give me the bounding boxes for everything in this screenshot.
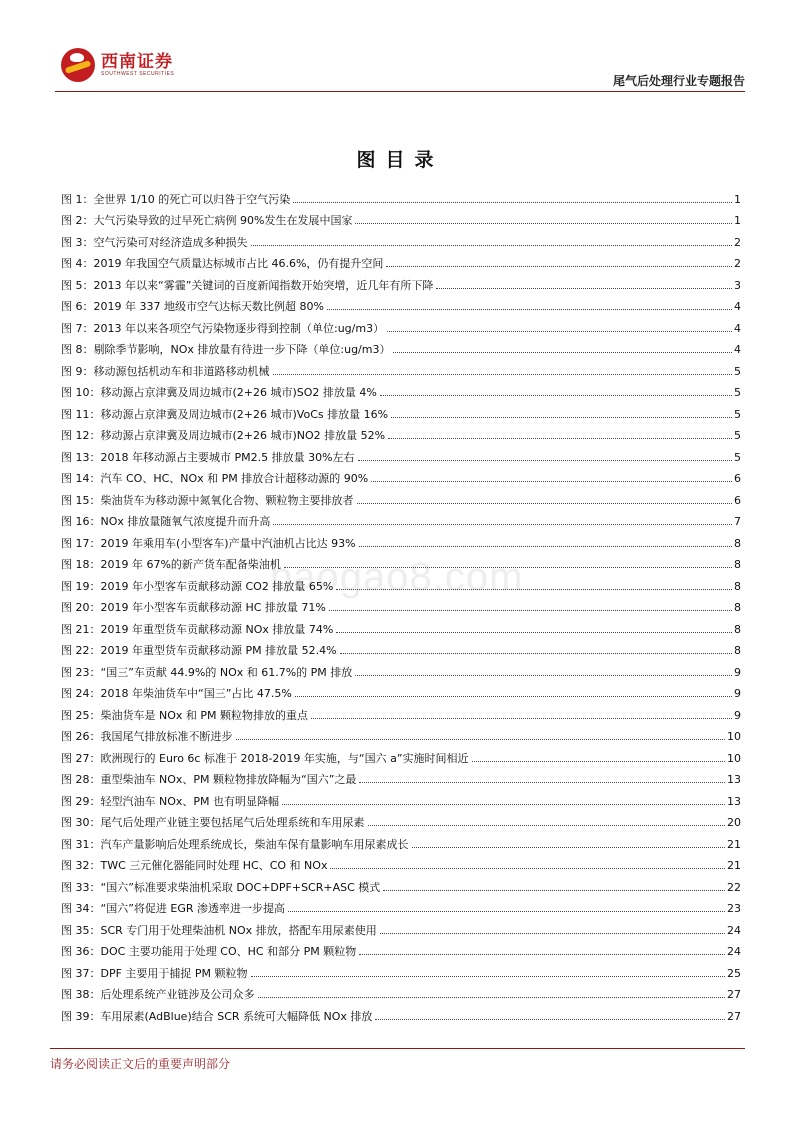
toc-entry-title: 汽车产量影响后处理系统成长，柴油车保有量影响车用尿素成长	[100, 837, 409, 851]
toc-entry-title: 空气污染可对经济造成多种损失	[93, 235, 248, 249]
toc-entry-title: 柴油货车为移动源中氮氧化合物、颗粒物主要排放者	[100, 493, 354, 507]
toc-dot-leader	[357, 503, 733, 504]
toc-entry-label: 图 16：	[61, 515, 101, 528]
toc-entry-page: 3	[734, 278, 741, 292]
toc-entry-page: 1	[734, 214, 741, 227]
toc-entry-page: 5	[734, 407, 741, 421]
toc-dot-leader	[336, 632, 732, 633]
toc-entry-title: 移动源占京津冀及周边城市(2+26 城市)SO2 排放量 4%	[100, 386, 377, 399]
toc-dot-leader	[251, 245, 733, 246]
toc-entry[interactable]	[61, 270, 741, 292]
toc-entry-label: 图 7：	[61, 321, 94, 335]
toc-entry[interactable]	[61, 335, 741, 357]
page-header	[55, 40, 745, 92]
toc-entry[interactable]	[61, 593, 741, 615]
toc-dot-leader	[371, 481, 732, 482]
toc-entry-label: 图 3：	[61, 235, 94, 249]
toc-dot-leader	[251, 976, 725, 977]
watermark: baogao8.com	[270, 555, 524, 599]
toc-entry[interactable]	[61, 722, 741, 744]
toc-entry-label: 图 25：	[61, 708, 101, 722]
toc-entry[interactable]	[61, 227, 741, 249]
toc-entry[interactable]	[61, 937, 741, 959]
toc-entry-page: 7	[734, 515, 741, 528]
toc-dot-leader	[412, 847, 726, 848]
toc-entry-label: 图 34：	[61, 902, 101, 915]
toc-entry-title: 轻型汽油车 NOx、PM 也有明显降幅	[100, 794, 280, 808]
toc-entry-title: 移动源占京津冀及周边城市(2+26 城市)VoCs 排放量 16%	[100, 407, 389, 421]
toc-entry-label: 图 19：	[61, 579, 101, 593]
toc-entry[interactable]	[61, 550, 741, 572]
toc-dot-leader	[472, 761, 725, 762]
toc-entry-page: 25	[727, 966, 741, 980]
toc-entry-label: 图 11：	[61, 407, 101, 421]
toc-entry-page: 8	[734, 601, 741, 614]
toc-entry-page: 2	[734, 235, 741, 249]
toc-entry-title: 后处理系统产业链涉及公司众多	[100, 988, 255, 1001]
toc-entry-label: 图 23：	[61, 665, 101, 679]
toc-entry-title: 汽车 CO、HC、NOx 和 PM 排放合计超移动源的 90%	[100, 472, 369, 485]
toc-entry-page: 10	[727, 730, 741, 743]
toc-dot-leader	[359, 782, 725, 783]
footer-divider	[50, 1048, 745, 1049]
toc-entry-page: 24	[727, 923, 741, 937]
toc-entry-page: 27	[727, 1009, 741, 1023]
toc-entry-label: 图 9：	[61, 364, 94, 378]
toc-entry-label: 图 28：	[61, 773, 101, 786]
toc-entry-title: 2013 年以来各项空气污染物逐步得到控制（单位:ug/m3）	[93, 321, 385, 335]
toc-entry-page: 4	[734, 343, 741, 356]
toc-entry-page: 13	[727, 794, 741, 808]
logo-name-cn: 西南证券	[101, 52, 173, 72]
page-heading: 图目录	[356, 149, 444, 171]
toc-entry-page: 9	[734, 708, 741, 722]
toc-entry-title: 2019 年我国空气质量达标城市占比 46.6%，仍有提升空间	[93, 257, 384, 270]
toc-entry[interactable]	[61, 679, 741, 701]
toc-dot-leader	[330, 868, 725, 869]
toc-dot-leader	[380, 395, 732, 396]
toc-dot-leader	[336, 589, 732, 590]
toc-dot-leader	[293, 202, 732, 203]
toc-dot-leader	[355, 675, 732, 676]
toc-entry-label: 图 32：	[61, 859, 101, 872]
toc-dot-leader	[288, 911, 725, 912]
toc-entry-title: 大气污染导致的过早死亡病例 90%发生在发展中国家	[93, 214, 353, 227]
toc-dot-leader	[436, 288, 732, 289]
toc-entry-title: “国六”标准要求柴油机采取 DOC+DPF+SCR+ASC 模式	[100, 880, 381, 894]
toc-entry-title: DPF 主要用于捕捉 PM 颗粒物	[100, 966, 248, 980]
toc-entry-label: 图 24：	[61, 687, 101, 700]
toc-entry-label: 图 21：	[61, 622, 101, 636]
toc-entry[interactable]	[61, 872, 741, 894]
toc-entry-page: 27	[727, 988, 741, 1001]
toc-entry[interactable]	[61, 442, 741, 464]
toc-entry-title: TWC 三元催化器能同时处理 HC、CO 和 NOx	[100, 859, 328, 872]
report-title: 尾气后处理行业专题报告	[612, 74, 745, 88]
toc-dot-leader	[236, 739, 726, 740]
toc-entry-label: 图 20：	[61, 601, 101, 614]
toc-entry[interactable]	[61, 356, 741, 378]
toc-entry-title: 2018 年柴油货车中“国三”占比 47.5%	[100, 687, 292, 700]
toc-entry-label: 图 8：	[61, 343, 94, 356]
toc-entry[interactable]	[61, 636, 741, 658]
toc-dot-leader	[355, 223, 732, 224]
toc-entry-title: 2019 年重型货车贡献移动源 PM 排放量 52.4%	[100, 644, 337, 657]
figure-table-of-contents	[61, 184, 741, 1023]
toc-entry-page: 5	[734, 429, 741, 442]
toc-entry-page: 8	[734, 644, 741, 657]
toc-dot-leader	[387, 331, 732, 332]
toc-entry-label: 图 37：	[61, 966, 101, 980]
toc-entry[interactable]	[61, 851, 741, 873]
page-footer	[50, 1048, 745, 1072]
toc-entry-label: 图 18：	[61, 558, 101, 571]
toc-entry-label: 图 30：	[61, 816, 101, 829]
toc-entry[interactable]	[61, 786, 741, 808]
header-divider	[55, 91, 745, 92]
toc-dot-leader	[340, 653, 732, 654]
toc-entry-label: 图 17：	[61, 536, 101, 550]
toc-dot-leader	[358, 460, 732, 461]
toc-entry-title: “国六”将促进 EGR 渗透率进一步提高	[100, 902, 286, 915]
toc-entry-title: 2018 年移动源占主要城市 PM2.5 排放量 30%左右	[100, 450, 355, 464]
toc-entry-page: 13	[727, 773, 741, 786]
toc-entry[interactable]	[61, 421, 741, 443]
toc-entry-page: 4	[734, 300, 741, 313]
logo-emblem-icon	[61, 48, 95, 82]
toc-dot-leader	[359, 954, 725, 955]
toc-entry-label: 图 22：	[61, 644, 101, 657]
toc-entry[interactable]	[61, 507, 741, 529]
toc-entry-label: 图 29：	[61, 794, 101, 808]
toc-entry-page: 9	[734, 665, 741, 679]
disclaimer-notice: 请务必阅读正文后的重要声明部分	[50, 1057, 231, 1071]
toc-entry[interactable]	[61, 313, 741, 335]
toc-entry-title: 2019 年乘用车(小型客车)产量中汽油机占比达 93%	[100, 536, 356, 550]
toc-dot-leader	[282, 804, 725, 805]
toc-entry[interactable]	[61, 958, 741, 980]
toc-entry-title: NOx 排放量随氧气浓度提升而升高	[100, 515, 271, 528]
toc-dot-leader	[295, 696, 732, 697]
toc-entry-title: 我国尾气排放标准不断进步	[100, 730, 233, 743]
toc-dot-leader	[273, 524, 732, 525]
toc-entry[interactable]	[61, 765, 741, 787]
toc-entry-page: 23	[727, 902, 741, 915]
toc-entry-page: 8	[734, 579, 741, 593]
toc-entry-title: 2019 年小型客车贡献移动源 HC 排放量 71%	[100, 601, 326, 614]
toc-entry-title: 欧洲现行的 Euro 6c 标准于 2018-2019 年实施，与“国六 a”实施时间相近	[100, 751, 469, 765]
toc-entry-label: 图 4：	[61, 257, 94, 270]
toc-entry-title: 2019 年小型客车贡献移动源 CO2 排放量 65%	[100, 579, 334, 593]
toc-entry-label: 图 6：	[61, 300, 94, 313]
toc-entry-page: 5	[734, 386, 741, 399]
company-logo	[61, 48, 174, 82]
toc-entry[interactable]	[61, 915, 741, 937]
toc-entry-label: 图 39：	[61, 1009, 101, 1023]
toc-entry[interactable]	[61, 206, 741, 228]
toc-entry[interactable]	[61, 894, 741, 916]
toc-dot-leader	[391, 417, 732, 418]
toc-entry[interactable]	[61, 657, 741, 679]
toc-dot-leader	[383, 890, 725, 891]
toc-entry-title: 全世界 1/10 的死亡可以归咎于空气污染	[93, 192, 291, 206]
toc-dot-leader	[311, 718, 732, 719]
toc-entry[interactable]	[61, 829, 741, 851]
toc-entry-label: 图 12：	[61, 429, 101, 442]
toc-entry-page: 5	[734, 364, 741, 378]
toc-dot-leader	[284, 567, 732, 568]
toc-entry[interactable]	[61, 743, 741, 765]
toc-dot-leader	[380, 933, 725, 934]
toc-dot-leader	[258, 997, 726, 998]
toc-entry-page: 8	[734, 536, 741, 550]
toc-dot-leader	[359, 546, 732, 547]
toc-entry-title: 2019 年重型货车贡献移动源 NOx 排放量 74%	[100, 622, 334, 636]
toc-entry-page: 8	[734, 558, 741, 571]
toc-entry-page: 2	[734, 257, 741, 270]
toc-entry-page: 22	[727, 880, 741, 894]
toc-entry[interactable]	[61, 980, 741, 1002]
toc-entry[interactable]	[61, 249, 741, 271]
toc-entry-page: 6	[734, 472, 741, 485]
toc-entry-label: 图 36：	[61, 945, 101, 958]
toc-entry-title: 移动源占京津冀及周边城市(2+26 城市)NO2 排放量 52%	[100, 429, 386, 442]
toc-entry-title: 剔除季节影响，NOx 排放量有待进一步下降（单位:ug/m3）	[93, 343, 391, 356]
toc-entry[interactable]	[61, 378, 741, 400]
toc-entry[interactable]	[61, 571, 741, 593]
toc-entry-label: 图 5：	[61, 278, 94, 292]
toc-entry-label: 图 35：	[61, 923, 101, 937]
toc-entry-label: 图 14：	[61, 472, 101, 485]
toc-entry-title: 2019 年 67%的新产货车配备柴油机	[100, 558, 281, 571]
toc-dot-leader	[393, 352, 732, 353]
toc-entry[interactable]	[61, 485, 741, 507]
toc-entry-label: 图 27：	[61, 751, 101, 765]
toc-dot-leader	[375, 1019, 725, 1020]
toc-entry-title: 2019 年 337 地级市空气达标天数比例超 80%	[93, 300, 324, 313]
toc-dot-leader	[273, 374, 733, 375]
toc-entry-page: 21	[727, 837, 741, 851]
toc-entry-page: 1	[734, 192, 741, 206]
toc-entry[interactable]	[61, 1001, 741, 1023]
toc-entry-title: DOC 主要功能用于处理 CO、HC 和部分 PM 颗粒物	[100, 945, 357, 958]
toc-entry-label: 图 31：	[61, 837, 101, 851]
toc-entry[interactable]	[61, 399, 741, 421]
toc-entry[interactable]	[61, 614, 741, 636]
toc-entry-page: 5	[734, 450, 741, 464]
toc-entry-page: 24	[727, 945, 741, 958]
toc-entry-label: 图 33：	[61, 880, 101, 894]
toc-entry-label: 图 15：	[61, 493, 101, 507]
toc-entry-page: 9	[734, 687, 741, 700]
toc-entry-title: SCR 专门用于处理柴油机 NOx 排放，搭配车用尿素使用	[100, 923, 377, 937]
toc-entry-title: 移动源包括机动车和非道路移动机械	[93, 364, 270, 378]
logo-name-en: SOUTHWEST SECURITIES	[101, 71, 175, 77]
toc-entry-title: 尾气后处理产业链主要包括尾气后处理系统和车用尿素	[100, 816, 365, 829]
toc-entry-title: 柴油货车是 NOx 和 PM 颗粒物排放的重点	[100, 708, 309, 722]
toc-dot-leader	[368, 825, 726, 826]
toc-entry-title: 重型柴油车 NOx、PM 颗粒物排放降幅为“国六”之最	[100, 773, 357, 786]
toc-entry[interactable]	[61, 808, 741, 830]
toc-entry-page: 8	[734, 622, 741, 636]
logo-text	[101, 53, 174, 77]
toc-entry-label: 图 13：	[61, 450, 101, 464]
toc-dot-leader	[388, 438, 732, 439]
toc-entry[interactable]	[61, 292, 741, 314]
toc-entry[interactable]	[61, 464, 741, 486]
toc-entry-title: 2013 年以来“雾霾”关键词的百度新闻指数开始突增，近几年有所下降	[93, 278, 434, 292]
toc-entry-page: 6	[734, 493, 741, 507]
toc-entry-title: “国三”车贡献 44.9%的 NOx 和 61.7%的 PM 排放	[100, 665, 353, 679]
toc-dot-leader	[329, 610, 732, 611]
toc-entry-page: 10	[727, 751, 741, 765]
toc-entry-label: 图 26：	[61, 730, 101, 743]
toc-dot-leader	[386, 266, 732, 267]
toc-entry-page: 20	[727, 816, 741, 829]
toc-entry-page: 21	[727, 859, 741, 872]
toc-entry-label: 图 2：	[61, 214, 94, 227]
toc-entry[interactable]	[61, 528, 741, 550]
toc-entry[interactable]	[61, 184, 741, 206]
toc-dot-leader	[327, 309, 732, 310]
toc-entry-label: 图 10：	[61, 386, 101, 399]
toc-entry-page: 4	[734, 321, 741, 335]
toc-entry[interactable]	[61, 700, 741, 722]
toc-entry-label: 图 1：	[61, 192, 94, 206]
toc-entry-label: 图 38：	[61, 988, 101, 1001]
toc-entry-title: 车用尿素(AdBlue)结合 SCR 系统可大幅降低 NOx 排放	[100, 1009, 373, 1023]
